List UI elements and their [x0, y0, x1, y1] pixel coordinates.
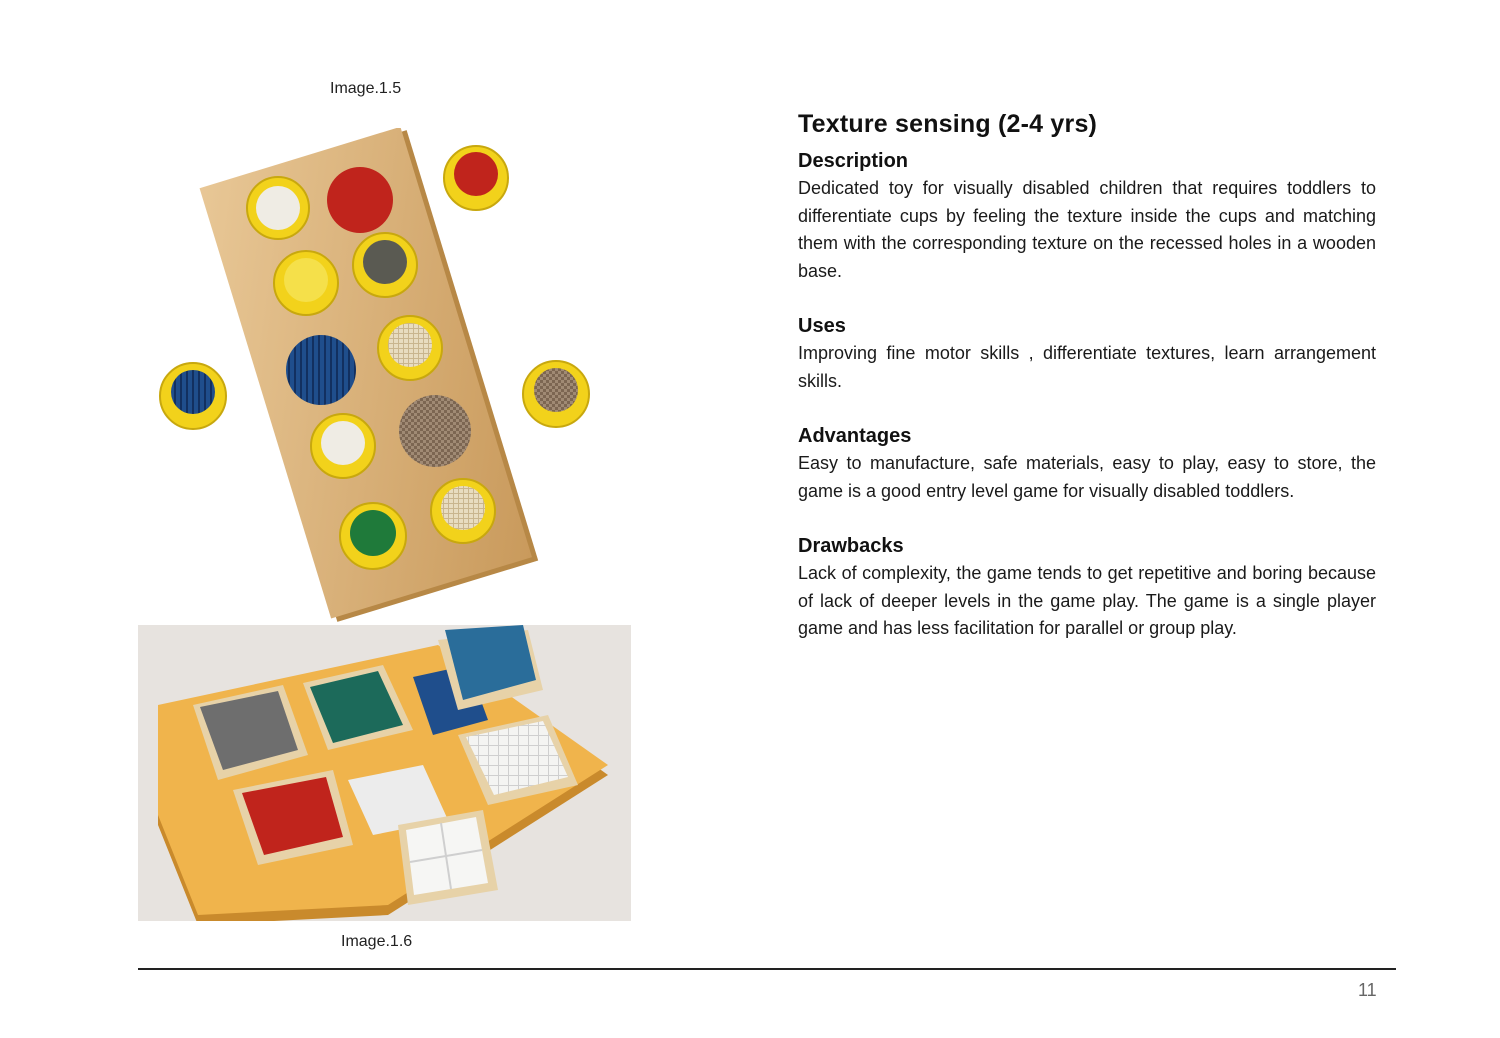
drawbacks-section — [798, 535, 1376, 643]
section-text: Dedicated toy for visually disabled children that requires toddlers to differentiate cups by feeling the texture inside the cups and matching them with the corresponding texture on the recessed holes in a wooden base. — [798, 178, 1376, 281]
section-text: Lack of complexity, the game tends to get repetitive and boring because of lack of deeper levels in the game play. The game is a single player game and has less facilitation for parallel or group play. — [798, 563, 1376, 638]
texture-cups-photo — [138, 128, 606, 625]
page-title: Texture sensing (2-4 yrs) — [798, 110, 1098, 138]
text-column — [798, 110, 1376, 673]
texture-tiles-photo — [138, 625, 631, 921]
advantages-section — [798, 425, 1376, 505]
section-text: Improving fine motor skills , differentiate textures, learn arrangement skills. — [798, 343, 1376, 391]
section-heading: Description — [798, 150, 909, 172]
section-heading: Drawbacks — [798, 535, 904, 557]
footer-divider — [138, 968, 1396, 970]
section-text: Easy to manufacture, safe materials, easy to play, easy to store, the game is a good entry level game for visually disabled toddlers. — [798, 453, 1376, 501]
image-caption-2: Image.1.6 — [341, 933, 413, 950]
uses-section — [798, 315, 1376, 395]
description-section — [798, 150, 1376, 285]
image-caption-1: Image.1.5 — [330, 80, 402, 97]
section-heading: Advantages — [798, 425, 912, 447]
section-heading: Uses — [798, 315, 846, 337]
page-number: 11 — [1358, 980, 1377, 1000]
